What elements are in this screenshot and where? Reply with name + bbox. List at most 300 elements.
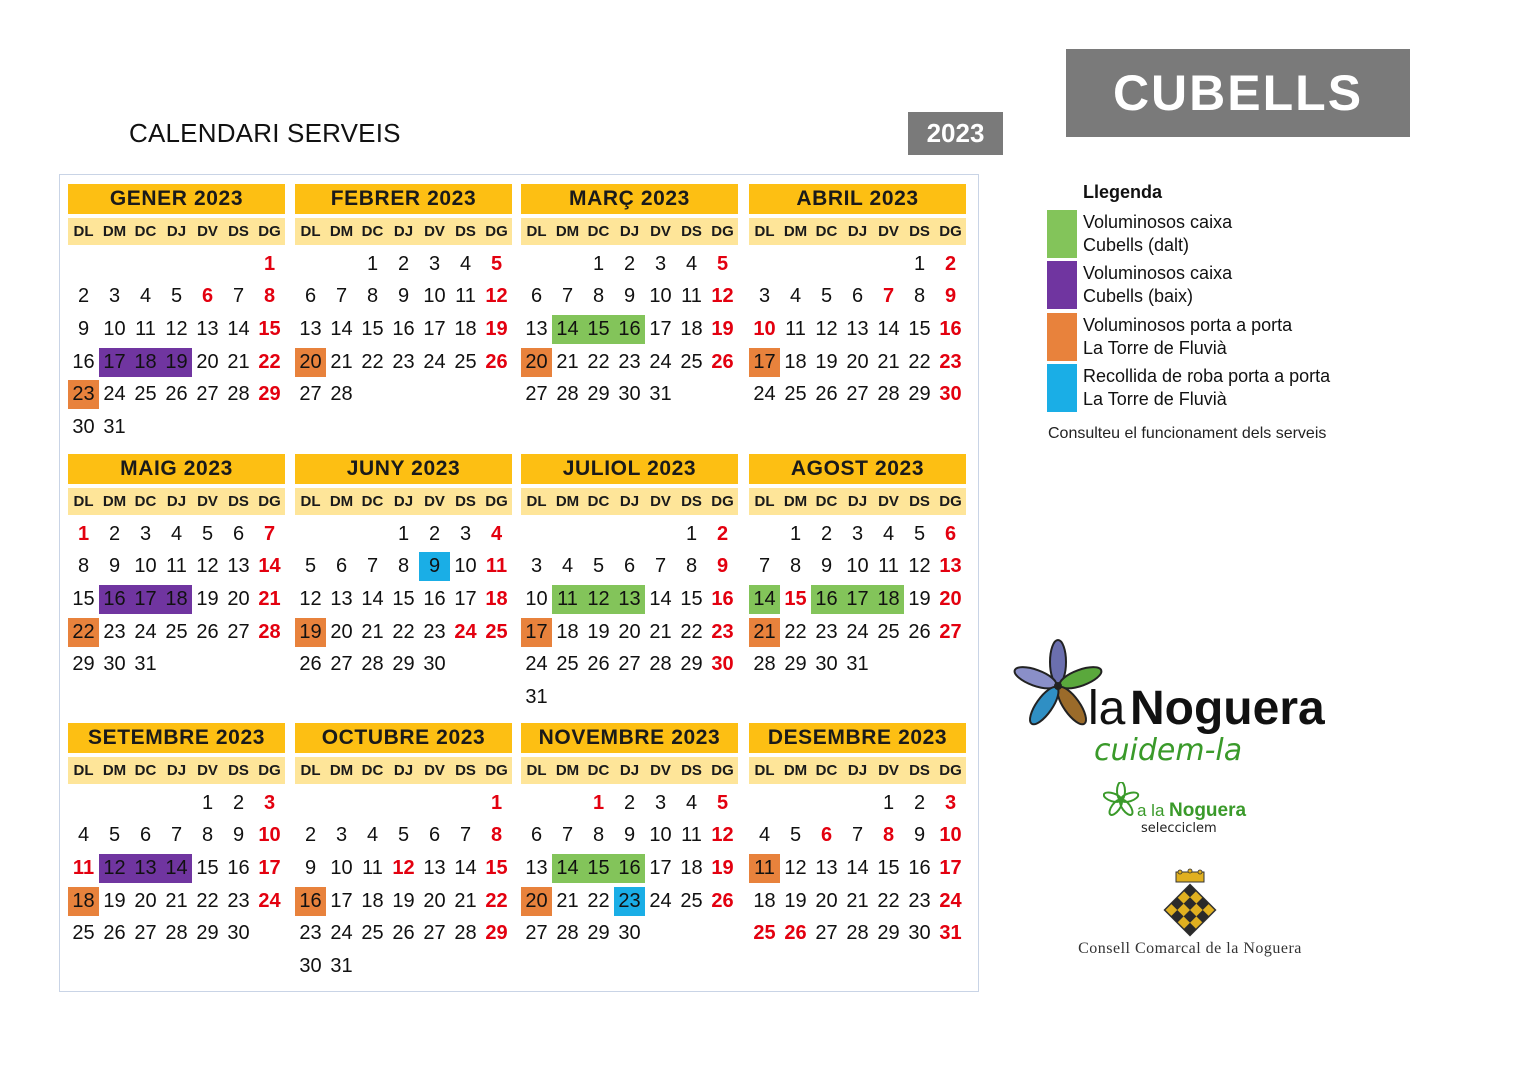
legend-swatch-blue [1047, 364, 1077, 412]
day-cell: 30 [939, 383, 962, 406]
day-cell: 23 [392, 350, 415, 373]
legend-line: Voluminosos porta a porta [1083, 314, 1293, 335]
weekday-label: DS [228, 223, 249, 240]
legend-text [1083, 262, 1232, 308]
month-calendar [521, 184, 738, 411]
weekday-label: DJ [166, 493, 187, 510]
day-cell: 1 [397, 522, 410, 545]
day-cell: 16 [392, 317, 415, 340]
day-cell: 28 [361, 653, 384, 676]
day-cell: 22 [784, 620, 807, 643]
day-cell: 6 [335, 555, 348, 578]
legend-text [1083, 211, 1232, 257]
day-cell: 10 [330, 856, 353, 879]
empty-cell [842, 250, 873, 279]
day-cell: 9 [623, 285, 636, 308]
month-title: ABRIL 2023 [749, 184, 966, 214]
day-cell: 29 [196, 922, 219, 945]
day-cell: 6 [139, 824, 152, 847]
day-cell-orange: 20 [521, 887, 552, 916]
weekday-label: DC [587, 762, 610, 779]
day-cell: 11 [785, 317, 806, 340]
day-cell: 27 [525, 383, 548, 406]
day-cell: 6 [201, 285, 214, 308]
day-cell: 18 [680, 317, 703, 340]
weekday-label: DV [197, 223, 218, 240]
day-cell: 25 [784, 383, 807, 406]
day-cell: 1 [592, 791, 605, 814]
month-calendar [749, 723, 966, 950]
day-cell: 3 [851, 522, 864, 545]
day-cell: 9 [623, 824, 636, 847]
day-cell: 16 [939, 317, 962, 340]
day-cell: 27 [330, 653, 353, 676]
day-cell: 4 [758, 824, 771, 847]
day-cell-orange: 21 [749, 618, 780, 647]
day-cell: 27 [299, 383, 322, 406]
weekday-label: DL [754, 223, 775, 240]
day-cell-purple: 17 [99, 348, 130, 377]
day-cell: 19 [103, 889, 126, 912]
day-cell: 14 [846, 856, 869, 879]
day-cell: 7 [561, 285, 574, 308]
day-cell: 30 [299, 954, 322, 977]
weekday-label: DS [681, 223, 702, 240]
day-cell: 22 [587, 889, 610, 912]
empty-cell [521, 789, 552, 818]
day-cell: 2 [623, 791, 636, 814]
day-cell: 3 [263, 791, 276, 814]
empty-cell [780, 250, 811, 279]
day-cell: 27 [423, 922, 446, 945]
day-cell: 13 [939, 555, 962, 578]
day-cell: 18 [454, 317, 477, 340]
month-title: DESEMBRE 2023 [749, 723, 966, 753]
weekday-label: DV [424, 762, 445, 779]
day-cell: 24 [649, 350, 672, 373]
day-cell: 11 [485, 555, 508, 578]
day-cell: 22 [361, 350, 384, 373]
empty-cell [223, 250, 254, 279]
day-cell: 4 [685, 252, 698, 275]
day-cell: 15 [908, 317, 931, 340]
month-calendar [749, 184, 966, 411]
weekday-label: DJ [166, 223, 187, 240]
day-cell: 17 [454, 587, 477, 610]
day-cell: 3 [428, 252, 441, 275]
day-cell: 31 [103, 415, 126, 438]
day-cell: 5 [201, 522, 214, 545]
empty-cell [614, 520, 645, 549]
day-cell: 22 [680, 620, 703, 643]
day-cell-green: 16 [614, 854, 645, 883]
day-cell: 28 [649, 653, 672, 676]
day-cell: 12 [299, 587, 322, 610]
day-cell: 15 [72, 587, 95, 610]
weekday-label: DM [555, 223, 580, 240]
weekday-label: DV [878, 223, 899, 240]
weekday-header-row [521, 757, 738, 784]
empty-cell [811, 789, 842, 818]
weekday-label: DC [134, 223, 157, 240]
day-cell: 27 [846, 383, 869, 406]
legend-line: Cubells (baix) [1083, 286, 1194, 307]
day-cell: 14 [330, 317, 353, 340]
day-cell: 3 [944, 791, 957, 814]
day-cell: 21 [227, 350, 250, 373]
day-cell-orange: 18 [68, 887, 99, 916]
empty-cell [326, 250, 357, 279]
day-cell: 5 [490, 252, 503, 275]
weekday-label: DM [783, 223, 808, 240]
day-cell: 13 [196, 317, 219, 340]
day-cell: 7 [335, 285, 348, 308]
day-cell: 3 [335, 824, 348, 847]
day-cell: 31 [846, 653, 869, 676]
svg-text:Noguera: Noguera [1169, 800, 1247, 821]
day-cell-green: 18 [873, 585, 904, 614]
day-cell: 22 [485, 889, 508, 912]
day-cell: 12 [711, 285, 734, 308]
legend-swatch-orange [1047, 313, 1077, 361]
legend-note: Consulteu el funcionament dels serveis [1048, 425, 1327, 442]
weekday-label: DJ [619, 223, 640, 240]
year-badge: 2023 [908, 112, 1003, 155]
day-cell: 14 [227, 317, 250, 340]
day-cell: 6 [623, 555, 636, 578]
day-cell: 2 [304, 824, 317, 847]
day-cell: 12 [711, 824, 734, 847]
day-cell: 31 [525, 685, 548, 708]
svg-text:selecciclem: selecciclem [1141, 821, 1217, 836]
day-cell: 5 [397, 824, 410, 847]
town-badge: CUBELLS [1066, 49, 1410, 137]
day-cell: 8 [592, 824, 605, 847]
day-cell: 4 [490, 522, 503, 545]
day-cell: 9 [716, 555, 729, 578]
weekday-label: DM [783, 493, 808, 510]
day-cell: 26 [784, 922, 807, 945]
day-cell: 10 [649, 285, 672, 308]
weekday-label: DG [711, 493, 734, 510]
day-cell: 1 [366, 252, 379, 275]
day-cell: 25 [165, 620, 188, 643]
day-cell: 27 [196, 383, 219, 406]
weekday-label: DC [361, 493, 384, 510]
day-cell: 23 [618, 350, 641, 373]
legend-line: Voluminosos caixa [1083, 211, 1233, 232]
weekday-label: DM [102, 223, 127, 240]
day-cell: 21 [258, 587, 281, 610]
day-cell: 9 [304, 856, 317, 879]
day-cell: 29 [587, 922, 610, 945]
day-cell: 18 [753, 889, 776, 912]
day-cell: 12 [908, 555, 931, 578]
day-cell-green: 13 [614, 585, 645, 614]
month-calendar [68, 454, 285, 681]
day-cell: 5 [108, 824, 121, 847]
weekday-label: DS [455, 762, 476, 779]
day-cell: 25 [680, 350, 703, 373]
day-cell: 30 [103, 653, 126, 676]
svg-text:cuidem-la: cuidem-la [1094, 733, 1243, 768]
weekday-header-row [521, 488, 738, 515]
day-cell: 25 [485, 620, 508, 643]
day-cell: 12 [196, 555, 219, 578]
legend-line: Voluminosos caixa [1083, 263, 1233, 284]
day-cell: 28 [454, 922, 477, 945]
day-cell: 18 [680, 856, 703, 879]
day-cell: 3 [459, 522, 472, 545]
day-cell: 6 [232, 522, 245, 545]
day-cell: 14 [877, 317, 900, 340]
empty-cell [552, 250, 583, 279]
day-cell: 24 [454, 620, 477, 643]
day-cell: 21 [556, 350, 579, 373]
weekday-label: DM [555, 762, 580, 779]
day-cell: 20 [846, 350, 869, 373]
day-cell: 25 [556, 653, 579, 676]
weekday-label: DG [258, 762, 281, 779]
month-calendar [295, 723, 512, 983]
day-cell: 19 [196, 587, 219, 610]
day-cell: 9 [913, 824, 926, 847]
day-cell-purple: 19 [161, 348, 192, 377]
weekday-label: DM [555, 493, 580, 510]
month-title: GENER 2023 [68, 184, 285, 214]
day-cell: 21 [330, 350, 353, 373]
legend-swatch-green [1047, 210, 1077, 258]
day-cell: 26 [485, 350, 508, 373]
day-cell: 17 [939, 856, 962, 879]
day-cell: 5 [820, 285, 833, 308]
day-cell: 23 [423, 620, 446, 643]
day-cell: 27 [227, 620, 250, 643]
empty-cell [326, 520, 357, 549]
day-cell: 22 [908, 350, 931, 373]
weekday-label: DJ [847, 762, 868, 779]
day-cell: 28 [753, 653, 776, 676]
day-cell: 27 [939, 620, 962, 643]
day-cell: 10 [103, 317, 126, 340]
day-cell: 20 [815, 889, 838, 912]
day-cell: 5 [592, 555, 605, 578]
weekday-header-row [749, 757, 966, 784]
day-cell-green: 12 [583, 585, 614, 614]
day-cell: 26 [908, 620, 931, 643]
weekday-label: DL [300, 223, 321, 240]
day-cell: 14 [361, 587, 384, 610]
day-cell: 25 [877, 620, 900, 643]
day-cell: 10 [134, 555, 157, 578]
weekday-label: DJ [619, 762, 640, 779]
day-cell: 31 [330, 954, 353, 977]
day-cell: 16 [711, 587, 734, 610]
weekday-label: DL [73, 493, 94, 510]
month-title: OCTUBRE 2023 [295, 723, 512, 753]
day-cell: 20 [134, 889, 157, 912]
weekday-label: DM [102, 493, 127, 510]
day-cell: 4 [77, 824, 90, 847]
day-cell: 21 [877, 350, 900, 373]
day-cell: 6 [428, 824, 441, 847]
day-cell: 15 [877, 856, 900, 879]
day-cell: 10 [258, 824, 281, 847]
weekday-label: DV [424, 493, 445, 510]
day-cell: 26 [103, 922, 126, 945]
day-cell: 17 [423, 317, 446, 340]
day-cell: 26 [165, 383, 188, 406]
day-cell: 1 [913, 252, 926, 275]
empty-cell [583, 520, 614, 549]
day-cell: 10 [525, 587, 548, 610]
weekday-label: DC [587, 493, 610, 510]
day-cell: 29 [877, 922, 900, 945]
day-cell-green: 17 [842, 585, 873, 614]
day-cell: 13 [525, 856, 548, 879]
day-cell: 9 [108, 555, 121, 578]
day-cell: 22 [587, 350, 610, 373]
day-cell-purple: 18 [161, 585, 192, 614]
day-cell: 24 [258, 889, 281, 912]
day-cell: 6 [820, 824, 833, 847]
month-title: MAIG 2023 [68, 454, 285, 484]
day-cell: 15 [258, 317, 281, 340]
day-cell: 9 [944, 285, 957, 308]
day-cell: 13 [525, 317, 548, 340]
empty-cell [873, 250, 904, 279]
empty-cell [388, 789, 419, 818]
weekday-label: DJ [393, 493, 414, 510]
weekday-label: DJ [166, 762, 187, 779]
day-cell: 1 [263, 252, 276, 275]
day-cell: 4 [366, 824, 379, 847]
weekday-label: DC [587, 223, 610, 240]
day-cell: 15 [196, 856, 219, 879]
legend-item-green [1047, 208, 1407, 260]
month-title: JULIOL 2023 [521, 454, 738, 484]
day-cell: 29 [784, 653, 807, 676]
day-cell-purple: 14 [161, 854, 192, 883]
day-cell: 5 [170, 285, 183, 308]
day-cell: 7 [758, 555, 771, 578]
day-cell: 29 [680, 653, 703, 676]
day-cell: 2 [623, 252, 636, 275]
day-cell: 28 [556, 383, 579, 406]
day-cell: 23 [299, 922, 322, 945]
day-cell: 8 [77, 555, 90, 578]
day-cell-green: 16 [614, 315, 645, 344]
day-cell: 8 [490, 824, 503, 847]
day-cell: 21 [361, 620, 384, 643]
weekday-label: DV [878, 762, 899, 779]
legend-line: La Torre de Fluvià [1083, 389, 1227, 410]
day-cell: 29 [587, 383, 610, 406]
day-cell: 22 [877, 889, 900, 912]
day-cell-blue: 9 [419, 552, 450, 581]
days-grid [295, 787, 512, 983]
weekday-label: DS [909, 493, 930, 510]
day-cell-orange: 20 [521, 348, 552, 377]
month-calendar [295, 184, 512, 411]
weekday-label: DG [939, 762, 962, 779]
day-cell: 9 [77, 317, 90, 340]
day-cell: 3 [654, 252, 667, 275]
empty-cell [450, 789, 481, 818]
day-cell: 29 [72, 653, 95, 676]
day-cell-orange: 19 [295, 618, 326, 647]
day-cell-orange: 16 [295, 887, 326, 916]
day-cell-orange: 17 [521, 618, 552, 647]
weekday-header-row [749, 488, 966, 515]
day-cell: 30 [711, 653, 734, 676]
days-grid [749, 787, 966, 950]
day-cell: 7 [366, 555, 379, 578]
day-cell: 17 [649, 856, 672, 879]
day-cell: 18 [784, 350, 807, 373]
day-cell: 10 [423, 285, 446, 308]
day-cell: 16 [908, 856, 931, 879]
day-cell: 2 [913, 791, 926, 814]
day-cell: 15 [361, 317, 384, 340]
day-cell: 20 [227, 587, 250, 610]
day-cell: 2 [716, 522, 729, 545]
day-cell: 19 [392, 889, 415, 912]
weekday-label: DM [329, 223, 354, 240]
day-cell: 30 [618, 383, 641, 406]
weekday-label: DV [650, 762, 671, 779]
day-cell: 4 [170, 522, 183, 545]
day-cell: 27 [525, 922, 548, 945]
day-cell: 5 [716, 791, 729, 814]
day-cell: 25 [134, 383, 157, 406]
day-cell: 13 [227, 555, 250, 578]
empty-cell [749, 250, 780, 279]
weekday-label: DV [650, 223, 671, 240]
weekday-label: DL [526, 762, 547, 779]
day-cell: 25 [361, 922, 384, 945]
day-cell: 27 [134, 922, 157, 945]
empty-cell [326, 789, 357, 818]
empty-cell [130, 250, 161, 279]
day-cell: 7 [851, 824, 864, 847]
day-cell: 29 [258, 383, 281, 406]
day-cell: 8 [201, 824, 214, 847]
empty-cell [811, 250, 842, 279]
weekday-label: DG [939, 493, 962, 510]
day-cell: 1 [77, 522, 90, 545]
weekday-label: DS [909, 762, 930, 779]
day-cell: 8 [882, 824, 895, 847]
day-cell: 11 [135, 317, 156, 340]
weekday-header-row [295, 488, 512, 515]
day-cell: 18 [485, 587, 508, 610]
day-cell: 30 [423, 653, 446, 676]
day-cell: 25 [753, 922, 776, 945]
empty-cell [295, 789, 326, 818]
empty-cell [357, 520, 388, 549]
day-cell: 15 [485, 856, 508, 879]
empty-cell [295, 250, 326, 279]
weekday-label: DC [134, 762, 157, 779]
day-cell: 2 [77, 285, 90, 308]
day-cell: 8 [263, 285, 276, 308]
weekday-label: DV [197, 493, 218, 510]
weekday-header-row [749, 218, 966, 245]
day-cell: 28 [258, 620, 281, 643]
days-grid [749, 248, 966, 411]
day-cell: 30 [72, 415, 95, 438]
